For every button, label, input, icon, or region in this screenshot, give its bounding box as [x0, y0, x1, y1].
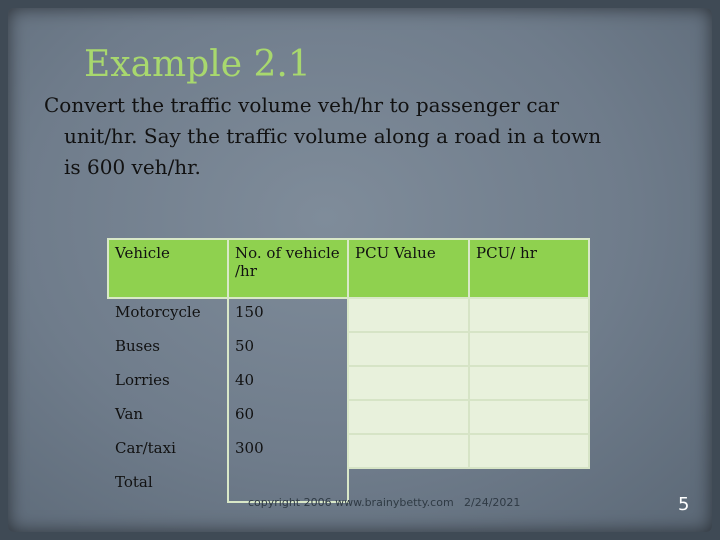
cell-count: 40 [228, 366, 348, 400]
slide-body [44, 90, 684, 183]
cell-vehicle: Car/taxi [108, 434, 228, 468]
slide-title: Example 2.1 [84, 44, 311, 85]
cell-vehicle: Motorcycle [108, 298, 228, 332]
table-row [108, 332, 589, 366]
cell-count: 50 [228, 332, 348, 366]
header-pcu-value: PCU Value [348, 239, 469, 298]
body-line-2: unit/hr. Say the traffic volume along a road in a town [64, 124, 602, 148]
cell-pcu-value [348, 366, 469, 400]
cell-pcu-hr [469, 366, 589, 400]
cell-count: 150 [228, 298, 348, 332]
table-header-row [108, 239, 589, 298]
cell-pcu-hr [469, 298, 589, 332]
cell-count: 60 [228, 400, 348, 434]
cell-vehicle: Total [108, 468, 228, 502]
cell-pcu-hr [469, 434, 589, 468]
header-count: No. of vehicle /hr [228, 239, 348, 298]
body-line-3: is 600 veh/hr. [64, 155, 201, 179]
cell-count: 300 [228, 434, 348, 468]
cell-pcu-hr [469, 400, 589, 434]
footer-copyright: copyright 2006 www.brainybetty.com [248, 496, 454, 509]
table-row [108, 434, 589, 468]
cell-pcu-value [348, 434, 469, 468]
cell-vehicle: Lorries [108, 366, 228, 400]
cell-pcu-value [348, 332, 469, 366]
cell-vehicle: Buses [108, 332, 228, 366]
cell-pcu-hr [469, 332, 589, 366]
header-vehicle: Vehicle [108, 239, 228, 298]
page-number: 5 [678, 494, 690, 515]
table-row [108, 400, 589, 434]
footer-date: 2/24/2021 [464, 496, 521, 509]
pcu-table [107, 238, 590, 503]
body-line-1: Convert the traffic volume veh/hr to passenger car [44, 93, 560, 117]
cell-vehicle: Van [108, 400, 228, 434]
header-pcu-hr: PCU/ hr [469, 239, 589, 298]
table-row [108, 366, 589, 400]
cell-pcu-value [348, 400, 469, 434]
cell-pcu-value [348, 298, 469, 332]
table-row [108, 298, 589, 332]
